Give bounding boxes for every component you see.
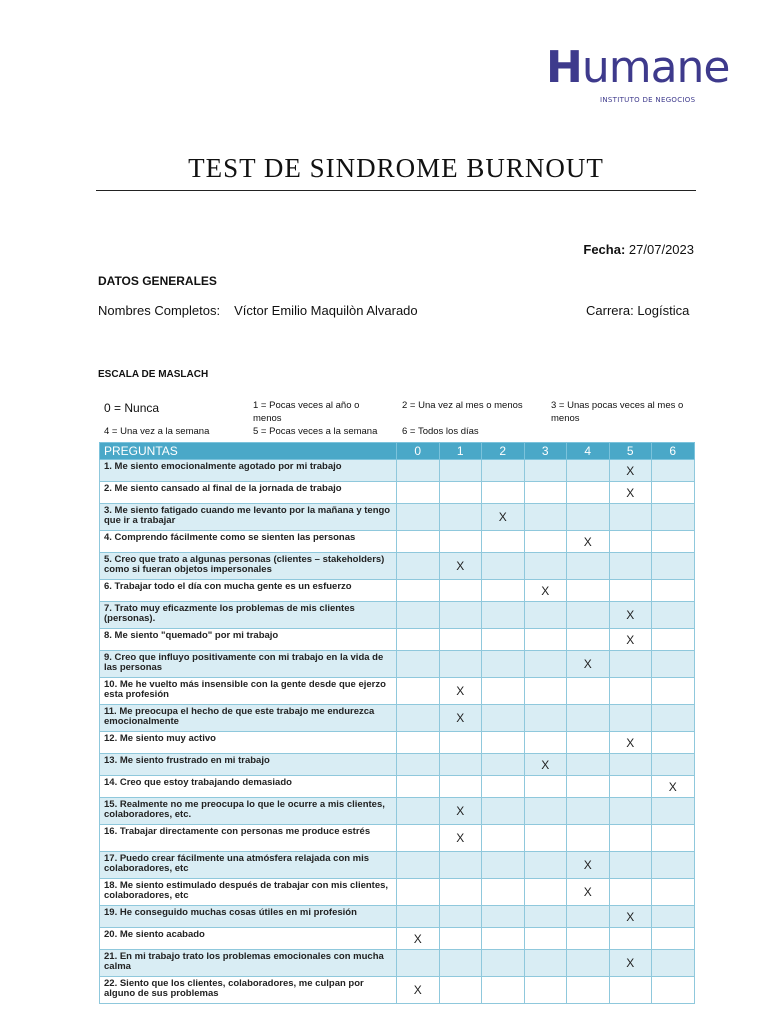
answer-cell <box>482 776 525 798</box>
answer-cell <box>482 852 525 879</box>
answer-cell <box>482 651 525 678</box>
question-text: 12. Me siento muy activo <box>100 732 397 754</box>
answer-cell <box>567 825 610 852</box>
answer-cell <box>524 776 567 798</box>
answer-cell <box>482 602 525 629</box>
answer-cell <box>652 906 695 928</box>
answer-cell <box>439 460 482 482</box>
answer-mark: X <box>482 504 525 531</box>
date-label: Fecha: <box>583 242 626 257</box>
answer-cell <box>482 678 525 705</box>
question-text: 19. He conseguido muchas cosas útiles en mi profesión <box>100 906 397 928</box>
answer-cell <box>397 798 440 825</box>
answer-mark: X <box>439 705 482 732</box>
answer-mark: X <box>524 754 567 776</box>
answer-cell <box>652 482 695 504</box>
answer-cell <box>397 776 440 798</box>
answer-cell <box>609 553 652 580</box>
answer-cell <box>439 580 482 602</box>
answer-cell <box>439 879 482 906</box>
answer-cell <box>397 482 440 504</box>
scale-item: 6 = Todos los días <box>402 426 479 437</box>
answer-cell <box>439 977 482 1004</box>
answer-cell <box>609 580 652 602</box>
answer-mark: X <box>567 852 610 879</box>
answer-cell <box>397 460 440 482</box>
questions-header: PREGUNTAS <box>100 443 397 460</box>
answer-mark: X <box>439 678 482 705</box>
answer-cell <box>397 531 440 553</box>
page-title: TEST DE SINDROME BURNOUT <box>188 153 604 183</box>
answer-cell <box>652 531 695 553</box>
logo-wordmark: Humane <box>546 42 730 93</box>
answer-cell <box>524 825 567 852</box>
table-body <box>100 460 695 1004</box>
table-row <box>100 825 695 852</box>
answer-cell <box>397 705 440 732</box>
scale-item: 4 = Una vez a la semana <box>104 426 210 437</box>
answer-mark: X <box>567 879 610 906</box>
answer-cell <box>652 754 695 776</box>
answer-cell <box>609 825 652 852</box>
answer-cell <box>439 906 482 928</box>
answer-cell <box>397 651 440 678</box>
answer-cell <box>567 553 610 580</box>
table-row <box>100 678 695 705</box>
answer-cell <box>397 678 440 705</box>
table-row <box>100 531 695 553</box>
date-field <box>583 242 694 257</box>
answer-cell <box>524 906 567 928</box>
answer-cell <box>397 852 440 879</box>
answer-cell <box>397 906 440 928</box>
answer-cell <box>567 580 610 602</box>
answer-cell <box>652 977 695 1004</box>
answer-cell <box>397 825 440 852</box>
answer-cell <box>652 852 695 879</box>
answer-cell <box>524 460 567 482</box>
career-field <box>586 303 689 318</box>
answer-cell <box>567 460 610 482</box>
answer-cell <box>482 705 525 732</box>
answer-cell <box>397 504 440 531</box>
answer-mark: X <box>609 602 652 629</box>
question-text: 22. Siento que los clientes, colaboradores, me culpan por alguno de sus problemas <box>100 977 397 1004</box>
answer-cell <box>439 602 482 629</box>
column-header: 5 <box>609 443 652 460</box>
table-row <box>100 977 695 1004</box>
answer-cell <box>397 950 440 977</box>
question-text: 3. Me siento fatigado cuando me levanto por la mañana y tengo que ir a trabajar <box>100 504 397 531</box>
table-row <box>100 580 695 602</box>
career-label: Carrera: <box>586 303 634 318</box>
answer-cell <box>524 798 567 825</box>
answer-cell <box>524 705 567 732</box>
scale-item: 0 = Nunca <box>104 401 160 415</box>
title-divider <box>96 190 696 191</box>
answer-cell <box>609 531 652 553</box>
table-row <box>100 732 695 754</box>
answer-cell <box>652 950 695 977</box>
answer-cell <box>652 580 695 602</box>
humane-logo <box>546 42 730 114</box>
answer-mark: X <box>567 531 610 553</box>
answer-cell <box>567 798 610 825</box>
answer-cell <box>397 754 440 776</box>
question-text: 5. Creo que trato a algunas personas (clientes – stakeholders) como si fueran objetos impersonales <box>100 553 397 580</box>
question-text: 17. Puedo crear fácilmente una atmósfera relajada con mis colaboradores, etc <box>100 852 397 879</box>
answer-cell <box>567 906 610 928</box>
scale-item: 5 = Pocas veces a la semana <box>253 426 378 437</box>
answer-cell <box>439 732 482 754</box>
general-data-heading: DATOS GENERALES <box>98 274 217 288</box>
answer-cell <box>652 629 695 651</box>
burnout-questions-table <box>99 442 695 1004</box>
answer-cell <box>397 629 440 651</box>
table-row <box>100 879 695 906</box>
answer-cell <box>482 906 525 928</box>
table-row <box>100 798 695 825</box>
scale-heading: ESCALA DE MASLACH <box>98 369 209 380</box>
scale-item: 2 = Una vez al mes o menos <box>402 400 523 411</box>
answer-cell <box>609 879 652 906</box>
full-name-label: Nombres Completos: <box>98 303 221 318</box>
column-header: 1 <box>439 443 482 460</box>
answer-mark: X <box>609 732 652 754</box>
answer-cell <box>439 928 482 950</box>
answer-cell <box>524 950 567 977</box>
table-row <box>100 705 695 732</box>
answer-cell <box>439 754 482 776</box>
answer-cell <box>524 504 567 531</box>
answer-cell <box>609 852 652 879</box>
answer-cell <box>652 651 695 678</box>
answer-cell <box>609 754 652 776</box>
logo-subtitle: INSTITUTO DE NEGOCIOS <box>600 96 696 104</box>
answer-cell <box>524 928 567 950</box>
column-header: 4 <box>567 443 610 460</box>
answer-mark: X <box>609 950 652 977</box>
table-row <box>100 754 695 776</box>
answer-cell <box>482 977 525 1004</box>
answer-cell <box>482 580 525 602</box>
question-text: 20. Me siento acabado <box>100 928 397 950</box>
answer-mark: X <box>397 977 440 1004</box>
answer-cell <box>609 928 652 950</box>
date-value: 27/07/2023 <box>628 242 694 257</box>
answer-cell <box>524 482 567 504</box>
answer-cell <box>439 950 482 977</box>
answer-cell <box>567 705 610 732</box>
answer-cell <box>567 977 610 1004</box>
table-row <box>100 852 695 879</box>
answer-cell <box>482 928 525 950</box>
answer-cell <box>652 553 695 580</box>
answer-cell <box>482 798 525 825</box>
answer-cell <box>567 928 610 950</box>
answer-cell <box>567 754 610 776</box>
question-text: 4. Comprendo fácilmente como se sienten las personas <box>100 531 397 553</box>
answer-cell <box>397 553 440 580</box>
career-value: Logística <box>637 303 690 318</box>
question-text: 16. Trabajar directamente con personas me produce estrés <box>100 825 397 852</box>
answer-cell <box>652 705 695 732</box>
answer-cell <box>567 482 610 504</box>
question-text: 6. Trabajar todo el día con mucha gente es un esfuerzo <box>100 580 397 602</box>
question-text: 10. Me he vuelto más insensible con la gente desde que ejerzo esta profesión <box>100 678 397 705</box>
table-row <box>100 602 695 629</box>
column-header: 2 <box>482 443 525 460</box>
answer-mark: X <box>439 798 482 825</box>
answer-mark: X <box>609 906 652 928</box>
column-header: 0 <box>397 443 440 460</box>
answer-cell <box>652 678 695 705</box>
answer-cell <box>609 776 652 798</box>
question-text: 2. Me siento cansado al final de la jornada de trabajo <box>100 482 397 504</box>
answer-cell <box>609 504 652 531</box>
answer-cell <box>482 629 525 651</box>
answer-cell <box>652 732 695 754</box>
answer-cell <box>524 531 567 553</box>
question-text: 8. Me siento "quemado" por mi trabajo <box>100 629 397 651</box>
answer-mark: X <box>609 460 652 482</box>
answer-cell <box>482 553 525 580</box>
table-row <box>100 460 695 482</box>
answer-cell <box>397 602 440 629</box>
answer-mark: X <box>524 580 567 602</box>
answer-cell <box>652 879 695 906</box>
column-header: 6 <box>652 443 695 460</box>
answer-cell <box>482 460 525 482</box>
table-row <box>100 928 695 950</box>
full-name-value: Víctor Emilio Maquilòn Alvarado <box>234 303 418 318</box>
answer-cell <box>567 732 610 754</box>
column-header: 3 <box>524 443 567 460</box>
answer-cell <box>524 553 567 580</box>
answer-cell <box>609 977 652 1004</box>
answer-cell <box>652 504 695 531</box>
answer-mark: X <box>567 651 610 678</box>
answer-cell <box>524 879 567 906</box>
answer-cell <box>482 754 525 776</box>
answer-cell <box>609 798 652 825</box>
answer-cell <box>439 776 482 798</box>
scale-item: 1 = Pocas veces al año o menos <box>253 400 360 424</box>
table-row <box>100 629 695 651</box>
scale-item: 3 = Unas pocas veces al mes o menos <box>551 400 684 424</box>
answer-cell <box>482 482 525 504</box>
answer-cell <box>567 678 610 705</box>
answer-cell <box>482 879 525 906</box>
table-row <box>100 906 695 928</box>
answer-cell <box>439 531 482 553</box>
answer-cell <box>397 732 440 754</box>
full-name-field <box>98 303 418 318</box>
answer-cell <box>567 602 610 629</box>
answer-mark: X <box>439 553 482 580</box>
table-row <box>100 482 695 504</box>
answer-cell <box>652 602 695 629</box>
question-text: 9. Creo que influyo positivamente con mi trabajo en la vida de las personas <box>100 651 397 678</box>
answer-cell <box>482 531 525 553</box>
answer-cell <box>397 879 440 906</box>
table-row <box>100 776 695 798</box>
answer-mark: X <box>439 825 482 852</box>
question-text: 15. Realmente no me preocupa lo que le ocurre a mis clientes, colaboradores, etc. <box>100 798 397 825</box>
answer-cell <box>652 825 695 852</box>
answer-cell <box>524 602 567 629</box>
table-row <box>100 553 695 580</box>
answer-cell <box>652 460 695 482</box>
answer-cell <box>524 629 567 651</box>
answer-mark: X <box>397 928 440 950</box>
answer-cell <box>609 705 652 732</box>
answer-cell <box>439 852 482 879</box>
answer-mark: X <box>609 629 652 651</box>
question-text: 1. Me siento emocionalmente agotado por mi trabajo <box>100 460 397 482</box>
answer-cell <box>652 928 695 950</box>
answer-cell <box>524 651 567 678</box>
answer-cell <box>567 950 610 977</box>
answer-cell <box>524 678 567 705</box>
table-header-row <box>100 443 695 460</box>
answer-cell <box>567 504 610 531</box>
question-text: 13. Me siento frustrado en mi trabajo <box>100 754 397 776</box>
table-row <box>100 651 695 678</box>
answer-cell <box>482 950 525 977</box>
question-text: 18. Me siento estimulado después de trabajar con mis clientes, colaboradores, etc <box>100 879 397 906</box>
question-text: 11. Me preocupa el hecho de que este trabajo me endurezca emocionalmente <box>100 705 397 732</box>
answer-cell <box>397 580 440 602</box>
answer-cell <box>482 825 525 852</box>
answer-cell <box>524 852 567 879</box>
answer-cell <box>609 651 652 678</box>
question-text: 14. Creo que estoy trabajando demasiado <box>100 776 397 798</box>
answer-cell <box>439 629 482 651</box>
answer-cell <box>482 732 525 754</box>
table-row <box>100 504 695 531</box>
question-text: 7. Trato muy eficazmente los problemas de mis clientes (personas). <box>100 602 397 629</box>
answer-cell <box>439 482 482 504</box>
answer-cell <box>524 977 567 1004</box>
answer-cell <box>652 798 695 825</box>
answer-cell <box>567 629 610 651</box>
answer-cell <box>567 776 610 798</box>
answer-mark: X <box>609 482 652 504</box>
answer-cell <box>609 678 652 705</box>
answer-cell <box>524 732 567 754</box>
answer-cell <box>439 504 482 531</box>
question-text: 21. En mi trabajo trato los problemas emocionales con mucha calma <box>100 950 397 977</box>
table-row <box>100 950 695 977</box>
answer-mark: X <box>652 776 695 798</box>
answer-cell <box>439 651 482 678</box>
